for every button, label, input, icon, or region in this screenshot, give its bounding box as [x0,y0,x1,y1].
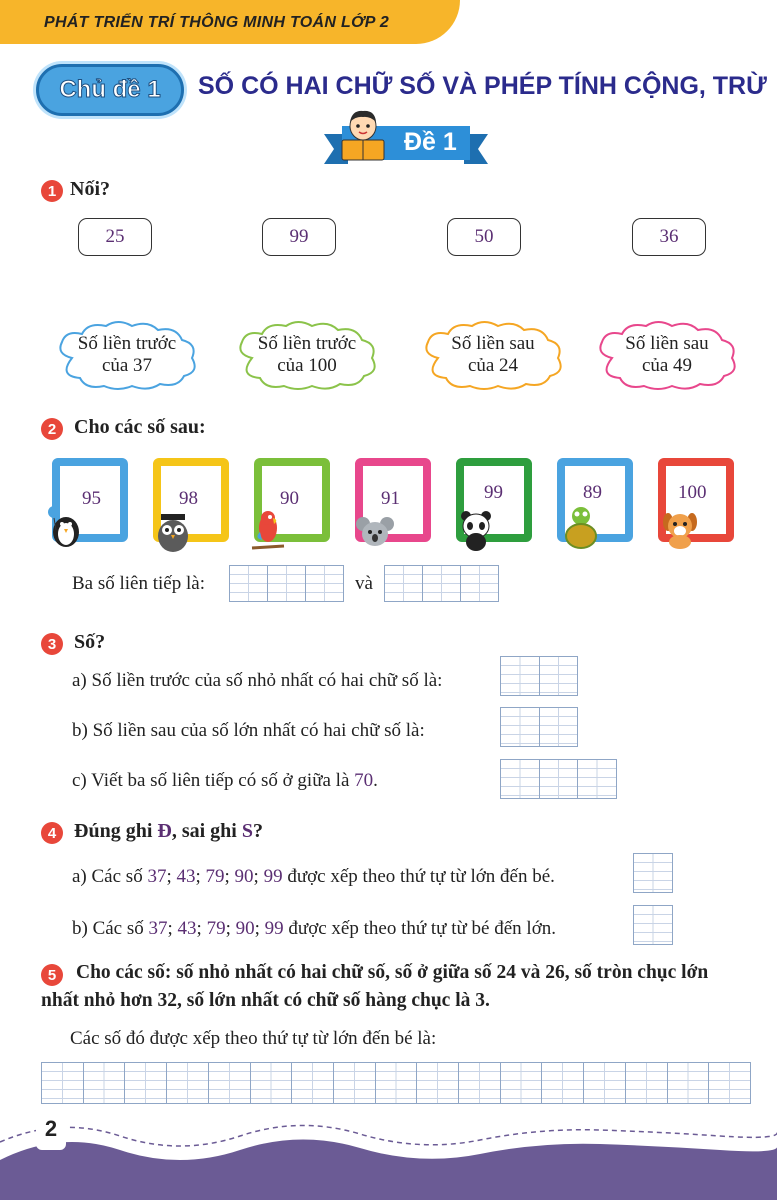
number: 90 [234,866,254,887]
grid-cell[interactable] [167,1063,209,1103]
grid-cell[interactable] [292,1063,334,1103]
grid-cell[interactable] [251,1063,293,1103]
answer-grid[interactable] [500,656,578,696]
q4-title-prefix: Đúng ghi [74,820,158,842]
false-mark: S [241,820,253,842]
koala-icon [355,510,395,559]
consecutive-label: Ba số liên tiếp là: [72,573,205,594]
grid-cell[interactable] [668,1063,710,1103]
number-card[interactable] [658,458,734,542]
question-3c-value: 70 [354,770,374,791]
turtle-icon [561,504,601,555]
question-4b: b) Các số 37; 43; 79; 90; 99 được xếp theo thứ tự từ bé đến lớn. [72,918,556,939]
penguin-icon [46,504,86,555]
grid-cell[interactable] [626,1063,668,1103]
number-card[interactable] [355,458,431,542]
number: 79 [205,866,225,887]
dog-icon [660,506,700,555]
question-number-3: 3 [41,633,63,655]
q4b-prefix: b) Các số [72,918,149,939]
number: 79 [206,918,226,939]
parrot-icon [248,506,288,561]
answer-grid[interactable] [633,905,673,945]
number-box[interactable]: 99 [262,218,336,256]
card-number: 100 [678,482,707,503]
cloud-line-2: của 100 [277,355,337,376]
grid-cell[interactable] [42,1063,84,1103]
question-number-5: 5 [41,964,63,986]
exam-label: Đề 1 [404,128,457,156]
q4a-suffix: được xếp theo thứ tự từ lớn đến bé. [282,866,555,887]
question-3c [72,770,378,792]
cloud-line-2: của 49 [641,355,693,376]
grid-cell[interactable] [459,1063,501,1103]
answer-grid[interactable] [500,707,578,747]
number-card[interactable] [254,458,330,542]
number-card[interactable] [456,458,532,542]
grid-cell[interactable] [417,1063,459,1103]
question-3c-prefix: c) Viết ba số liên tiếp có số ở giữa là [72,770,355,791]
cloud-line-1: Số liền sau [451,333,535,354]
number: 99 [263,866,283,887]
answer-grid[interactable] [229,565,344,602]
grid-cell[interactable] [501,1063,543,1103]
question-4a: a) Các số 37; 43; 79; 90; 99 được xếp theo thứ tự từ lớn đến bé. [72,866,555,887]
card-number: 89 [583,482,602,503]
cloud-line-2: của 24 [467,355,519,376]
card-number: 90 [280,488,299,509]
number: 99 [264,918,284,939]
cloud-line-2: của 37 [101,355,153,376]
footer-wave [0,1120,777,1200]
question-number-4: 4 [41,822,63,844]
book-title: PHÁT TRIỂN TRÍ THÔNG MINH TOÁN LỚP 2 [44,14,390,31]
card-number: 98 [179,488,198,509]
question-5-line-1: Cho các số: số nhỏ nhất có hai chữ số, số ở giữa số 24 và 26, số tròn chục lớn [76,962,709,983]
question-number-2: 2 [41,418,63,440]
question-3b: b) Số liền sau của số lớn nhất có hai chữ số là: [72,720,425,741]
cloud-label[interactable] [52,318,202,392]
boy-reading-icon [338,106,388,166]
cloud-line-1: Số liền trước [77,333,177,354]
number: 37 [148,918,168,939]
question-number-1: 1 [41,180,63,202]
question-1-title: Nối? [70,178,110,200]
number-card[interactable] [52,458,128,542]
answer-grid[interactable] [633,853,673,893]
number-card[interactable] [153,458,229,542]
question-3a: a) Số liền trước của số nhỏ nhất có hai chữ số là: [72,670,443,691]
question-3-title: Số? [74,631,106,653]
question-5-prompt: Các số đó được xếp theo thứ tự từ lớn đến bé là: [70,1028,437,1049]
number-box[interactable]: 50 [447,218,521,256]
cloud-line-1: Số liền sau [625,333,709,354]
grid-cell[interactable] [84,1063,126,1103]
q4-title-suffix: ? [252,820,263,842]
grid-cell[interactable] [584,1063,626,1103]
card-number: 95 [82,488,101,509]
answer-grid[interactable] [384,565,499,602]
and-label: và [355,573,373,594]
q4a-prefix: a) Các số [72,866,148,887]
topic-badge: Chủ đề 1 [36,64,184,116]
q4b-suffix: được xếp theo thứ tự từ bé đến lớn. [283,918,556,939]
grid-cell[interactable] [709,1063,750,1103]
page-number: 2 [36,1108,66,1150]
topic-title: SỐ CÓ HAI CHỮ SỐ VÀ PHÉP TÍNH CỘNG, TRỪ [198,72,767,100]
grid-cell[interactable] [209,1063,251,1103]
question-3c-suffix: . [373,770,378,791]
answer-grid-long[interactable] [41,1062,751,1104]
cloud-label[interactable] [592,318,742,392]
number-box[interactable]: 25 [78,218,152,256]
card-number: 91 [381,488,400,509]
cloud-line-1: Số liền trước [257,333,357,354]
panda-icon [456,506,496,557]
question-4-title [74,820,263,843]
cloud-label[interactable] [418,318,568,392]
number: 43 [176,866,196,887]
owl-icon [153,508,193,559]
answer-grid[interactable] [500,759,617,799]
grid-cell[interactable] [125,1063,167,1103]
question-2-title: Cho các số sau: [74,416,206,438]
grid-cell[interactable] [376,1063,418,1103]
number: 90 [235,918,255,939]
q4-title-mid: , sai ghi [171,820,242,842]
number: 43 [177,918,197,939]
number-box[interactable]: 36 [632,218,706,256]
cloud-label[interactable] [232,318,382,392]
question-5-line-2: nhất nhỏ hơn 32, số lớn nhất có chữ số hàng chục là 3. [41,990,490,1011]
number-card[interactable] [557,458,633,542]
number: 37 [147,866,167,887]
true-mark: Đ [157,820,172,842]
card-number: 99 [484,482,503,503]
grid-cell[interactable] [542,1063,584,1103]
grid-cell[interactable] [334,1063,376,1103]
